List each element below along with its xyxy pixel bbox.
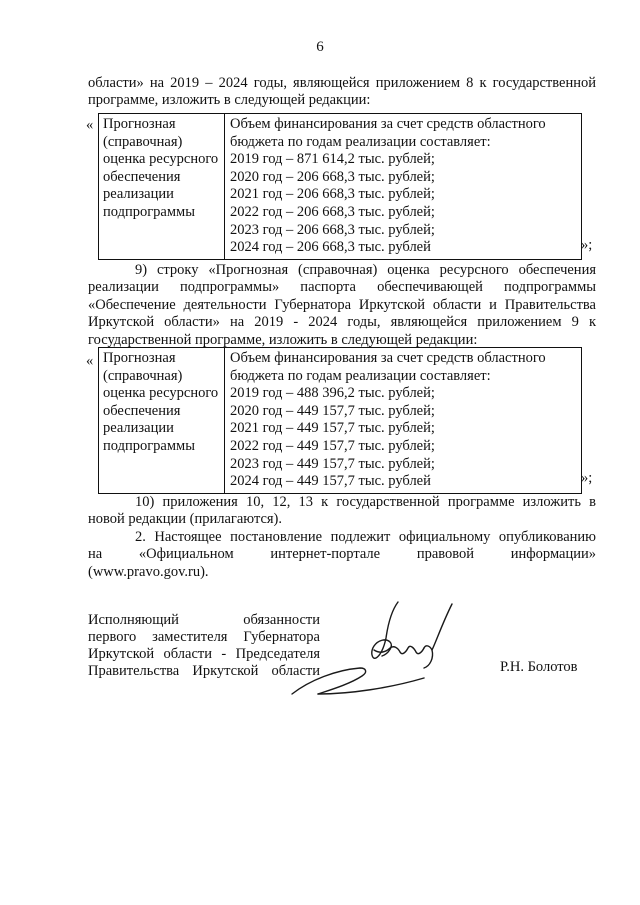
signatory-title-line: первого заместителя Губернатора [88, 629, 320, 645]
paragraph-line: новой редакции (прилагаются). [88, 511, 283, 528]
cell-line: 2021 год – 449 157,7 тыс. рублей; [230, 420, 435, 437]
cell-line: (справочная) [103, 367, 183, 384]
paragraph-line: Иркутской области» на 2019 - 2024 годы, являющейся приложением 9 к [88, 314, 596, 331]
cell-line: оценка ресурсного [103, 385, 219, 402]
cell-line: 2022 год – 449 157,7 тыс. рублей; [230, 437, 435, 454]
table2-label-cell [99, 348, 225, 493]
paragraph-line: 2. Настоящее постановление подлежит официальному опубликованию [135, 529, 596, 545]
item9-paragraph [88, 262, 596, 349]
table2-open-quote: « [86, 353, 94, 369]
cell-line: 2024 год – 206 668,3 тыс. рублей [230, 239, 431, 256]
page-number: 6 [316, 39, 324, 55]
paragraph-line: реализации подпрограммы» паспорта обеспечивающей подпрограммы [88, 279, 596, 296]
item2-paragraph [88, 529, 596, 581]
cell-line: подпрограммы [103, 437, 195, 454]
table1-label-cell [99, 114, 225, 259]
signatory-name: Р.Н. Болотов [500, 659, 578, 675]
table2-close-mark: »; [581, 470, 593, 486]
cell-line: 2019 год – 871 614,2 тыс. рублей; [230, 151, 435, 168]
cell-line: Объем финансирования за счет средств областного [230, 116, 546, 132]
cell-line: 2024 год – 449 157,7 тыс. рублей [230, 473, 431, 490]
table1-close-mark: »; [581, 237, 593, 253]
paragraph-line: «Обеспечение деятельности Губернатора Иркутской области и Правительства [88, 296, 596, 313]
cell-line: реализации [103, 186, 174, 203]
signatory-title [88, 612, 320, 680]
table1-open-quote: « [86, 117, 94, 133]
cell-line: бюджета по годам реализации составляет: [230, 133, 491, 150]
cell-line: Объем финансирования за счет средств областного [230, 350, 546, 366]
cell-line: оценка ресурсного [103, 151, 219, 168]
cell-line: 2020 год – 449 157,7 тыс. рублей; [230, 402, 435, 419]
cell-line: подпрограммы [103, 203, 195, 220]
item10-paragraph [88, 494, 596, 529]
cell-line: 2023 год – 449 157,7 тыс. рублей; [230, 455, 435, 472]
cell-line: 2022 год – 206 668,3 тыс. рублей; [230, 203, 435, 220]
paragraph-line: на «Официальном интернет-портале правовой информации» [88, 546, 596, 563]
handwritten-signature [290, 590, 490, 708]
cell-line: бюджета по годам реализации составляет: [230, 367, 491, 384]
cell-line: обеспечения [103, 168, 181, 185]
cell-line: 2019 год – 488 396,2 тыс. рублей; [230, 385, 435, 402]
paragraph-line: 9) строку «Прогнозная (справочная) оценка ресурсного обеспечения [135, 262, 596, 278]
table1-value-cell [225, 114, 581, 259]
intro-paragraph [88, 75, 596, 110]
cell-line: 2021 год – 206 668,3 тыс. рублей; [230, 186, 435, 203]
table2-value-cell [225, 348, 581, 493]
signatory-title-line: Исполняющий обязанности [88, 612, 320, 628]
paragraph-line: программе, изложить в следующей редакции: [88, 92, 371, 109]
cell-line: Прогнозная [103, 116, 176, 132]
paragraph-line: 10) приложения 10, 12, 13 к государственной программе изложить в [135, 494, 596, 510]
paragraph-line: (www.pravo.gov.ru). [88, 563, 209, 580]
cell-line: обеспечения [103, 402, 181, 419]
cell-line: (справочная) [103, 133, 183, 150]
paragraph-line: государственной программе, изложить в следующей редакции: [88, 331, 478, 348]
table2 [98, 347, 582, 494]
paragraph-line: области» на 2019 – 2024 годы, являющейся приложением 8 к государственной [88, 75, 596, 91]
signatory-title-line: Правительства Иркутской области [88, 663, 320, 679]
cell-line: 2020 год – 206 668,3 тыс. рублей; [230, 168, 435, 185]
cell-line: реализации [103, 420, 174, 437]
table1 [98, 113, 582, 260]
signatory-title-line: Иркутской области - Председателя [88, 646, 320, 662]
cell-line: 2023 год – 206 668,3 тыс. рублей; [230, 221, 435, 238]
cell-line: Прогнозная [103, 350, 176, 366]
